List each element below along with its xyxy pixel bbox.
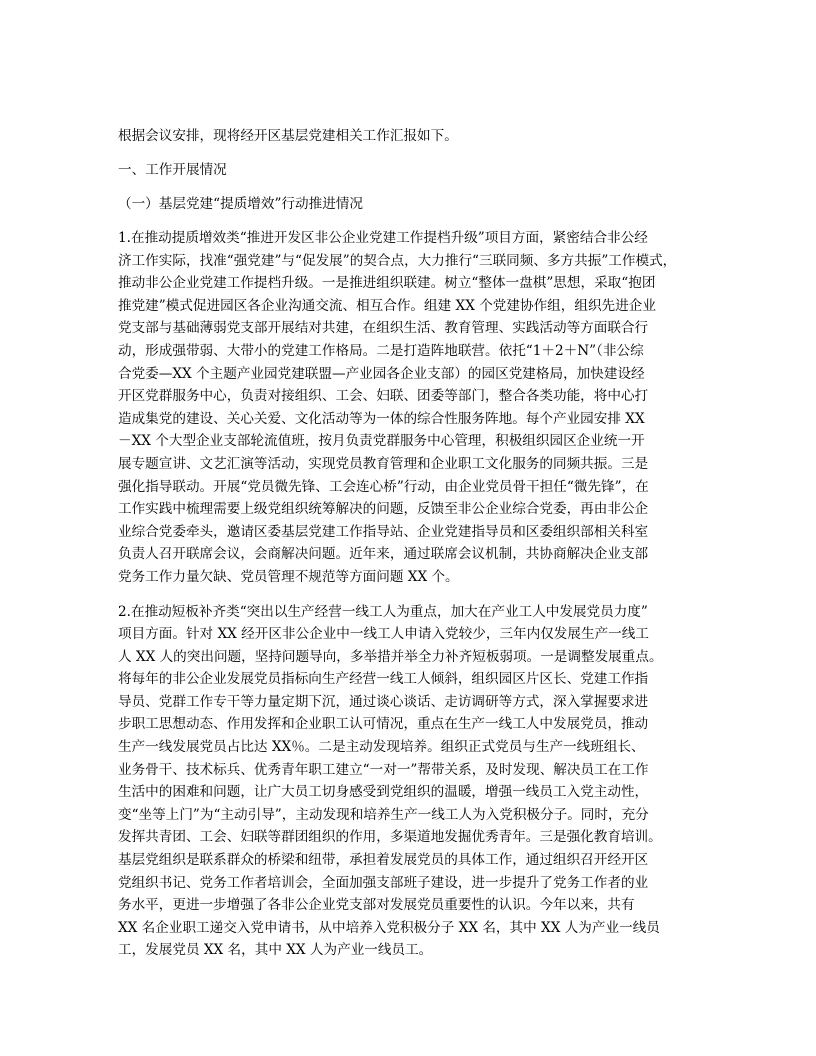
paragraph-line: 动，形成强带弱、大带小的党建工作格局。二是打造阵地联营。依托“1＋2＋N”（非公综 [118,342,644,359]
paragraph-line: 党组织书记、党务工作者培训会，全面加强支部班子建设，进一步提升了党务工作者的业 [118,874,649,891]
document-body [118,125,712,974]
paragraph-line: XX 名企业职工递交入党申请书，从中培养入党积极分子 XX 名，其中 XX 人为产业一线员 [118,919,660,936]
paragraph-line: 推动非公企业党建工作提档升级。一是推进组织联建。树立“整体一盘棋”思想，采取“抱团 [118,275,656,292]
paragraph-line: 推党建”模式促进园区各企业沟通交流、相互合作。组建 XX 个党建协作组，组织先进企业 [118,297,656,314]
paragraph-line: －XX 个大型企业支部轮流值班，按月负责党群服务中心管理，积极组织园区企业统一开 [118,433,645,450]
paragraph-line: 发挥共青团、工会、妇联等群团组织的作用，多渠道地发掘优秀青年。三是强化教育培训。 [118,829,662,846]
paragraph-line: 生活中的困难和问题，让广大员工切身感受到党组织的温暖，增强一线员工入党主动性， [118,784,649,801]
paragraph-line: 导员、党群工作专干等力量定期下沉，通过谈心谈话、走访调研等方式，深入掌握要求进 [118,693,649,710]
paragraph-line: 基层党组织是联系群众的桥梁和纽带，承担着发展党员的具体工作，通过组织召开经开区 [118,852,649,869]
section-heading: 一、工作开展情况 [118,162,227,178]
paragraph-line: 变“坐等上门”为“主动引导”，主动发现和培养生产一线工人为入党积极分子。同时，充分 [118,806,649,823]
paragraph-2 [118,601,712,963]
paragraph-line: 负责人召开联席会议，会商解决问题。近年来，通过联席会议机制，共协商解决企业支部 [118,546,649,563]
paragraph-line: 1.在推动提质增效类“推进开发区非公企业党建工作提档升级”项目方面，紧密结合非公经 [118,230,648,246]
paragraph-line: 党支部与基础薄弱党支部开展结对共建，在组织生活、教育管理、实践活动等方面联合行 [118,320,649,337]
paragraph-line: 合党委—XX 个主题产业园党建联盟—产业园各企业支部）的园区党建格局，加快建设经 [118,365,645,382]
paragraph-line: 强化指导联动。开展“党员微先锋、工会连心桥”行动，由企业党员骨干担任“微先锋”，在 [118,478,649,495]
paragraph-line: 将每年的非公企业发展党员指标向生产经营一线工人倾斜，组织园区片区长、党建工作指 [118,671,649,688]
paragraph-line: 济工作实际，找准“强党建”与“促发展”的契合点，大力推行“三联同频、多方共振”工作模式， [118,252,677,269]
paragraph-line: 2.在推动短板补齐类“突出以生产经营一线工人为重点，加大在产业工人中发展党员力度” [118,603,648,620]
paragraph-line: 造成集党的建设、关心关爱、文化活动等为一体的综合性服务阵地。每个产业园安排 XX [118,410,645,427]
paragraph-line: 展专题宣讲、文艺汇演等活动，实现党员教育管理和企业职工文化服务的同频共振。三是 [118,455,649,472]
paragraph-line: 业综合党委牵头，邀请区委基层党建工作指导站、企业党建指导员和区委组织部相关科室 [118,523,649,540]
paragraph-line: 工，发展党员 XX 名，其中 XX 人为产业一线员工。 [118,942,433,959]
paragraph-line: 工作实践中梳理需要上级党组织统筹解决的问题，反馈至非公企业综合党委，再由非公企 [118,501,649,518]
paragraph-line: 项目方面。针对 XX 经开区非公企业中一线工人申请入党较少，三年内仅发展生产一线工 [118,626,649,643]
paragraph-line: 生产一线发展党员占比达 XX％。二是主动发现培养。组织正式党员与生产一线班组长、 [118,739,645,756]
paragraph-line: 开区党群服务中心，负责对接组织、工会、妇联、团委等部门，整合各类功能，将中心打 [118,388,649,405]
paragraph-line: 务水平，更进一步增强了各非公企业党支部对发展党员重要性的认识。今年以来，共有 [118,897,635,914]
paragraph-line: 党务工作力量欠缺、党员管理不规范等方面问题 XX 个。 [118,568,459,585]
paragraph-line: 业务骨干、技术标兵、优秀青年职工建立“一对一”帮带关系，及时发现、解决员工在工作 [118,761,649,778]
intro-text: 根据会议安排，现将经开区基层党建相关工作汇报如下。 [118,128,458,144]
paragraph-line: 步职工思想动态、作用发挥和企业职工认可情况，重点在生产一线工人中发展党员，推动 [118,716,649,733]
paragraph-line: 人 XX 人的突出问题，坚持问题导向，多举措并举全力补齐短板弱项。一是调整发展重点。 [118,648,663,665]
paragraph-1 [118,227,712,589]
subsection-heading: （一）基层党建“提质增效”行动推进情况 [118,196,363,212]
